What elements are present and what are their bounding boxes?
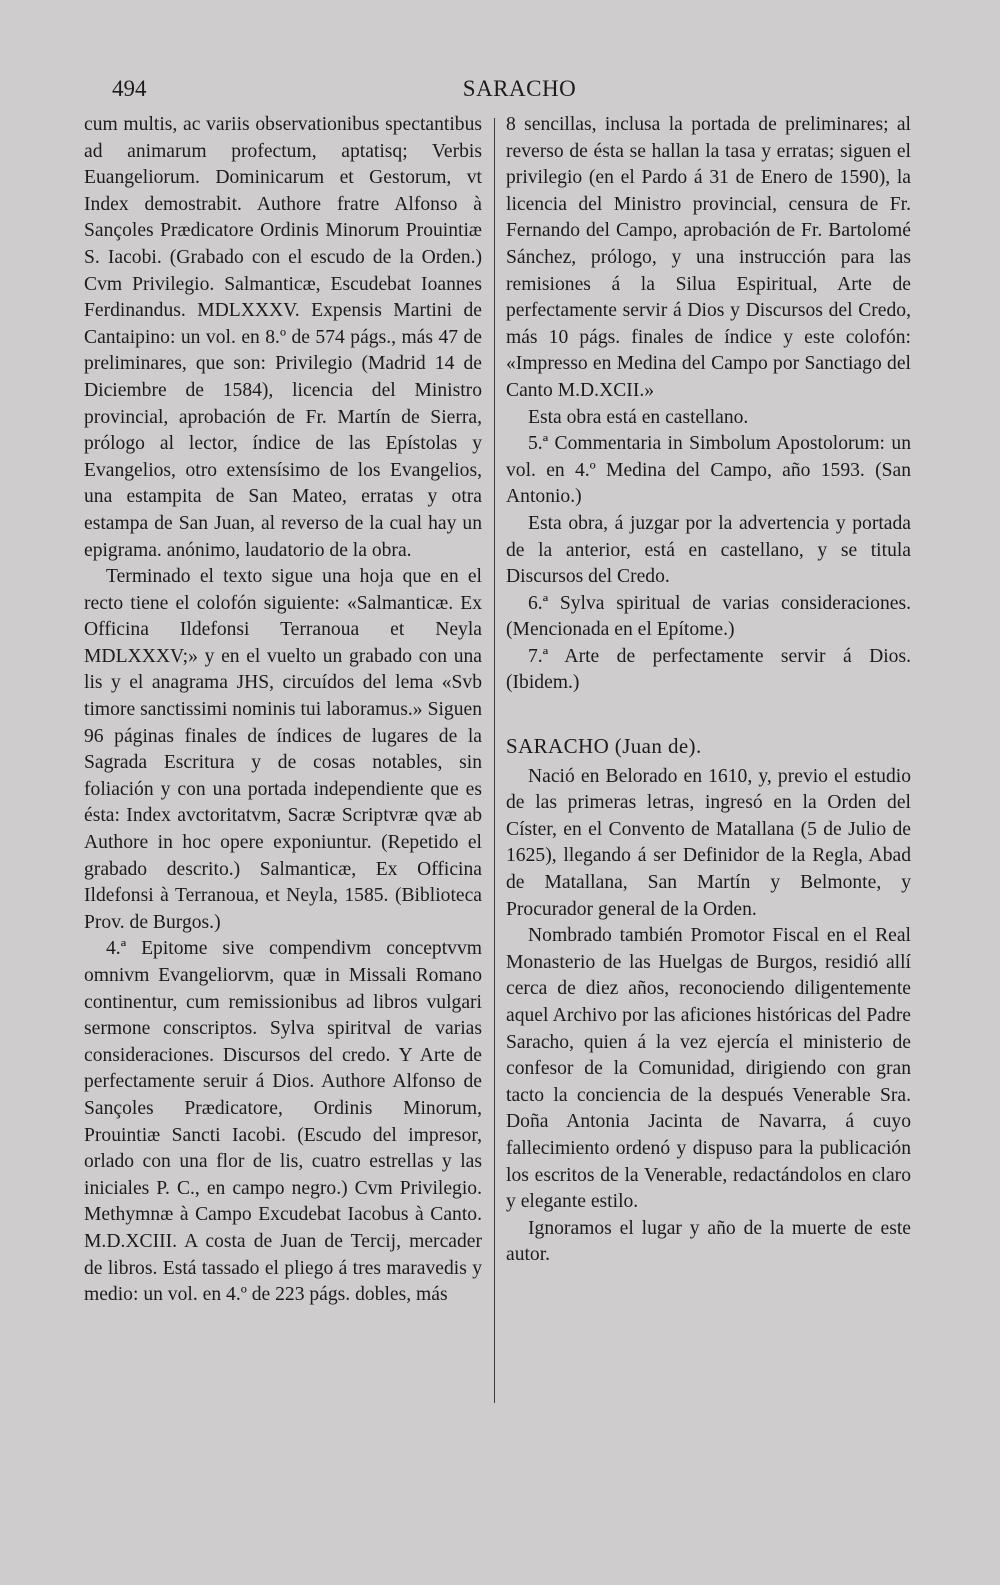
right-paragraph-4: Esta obra, á juzgar por la advertencia y portada de la anterior, está en castellano, y se titula Discursos del Credo. <box>506 512 911 588</box>
entry-title: SARACHO (Juan de). <box>506 734 702 759</box>
left-paragraph-2: Terminado el texto sigue una hoja que en el recto tiene el colofón siguiente: «Salmanticæ. Ex Officina Ildefonsi Terranoua et Neyla MDLXXXV;» y en el vuelto un grabado con una lis y el anagrama JHS, circuídos del lema «Svb timore sanctissimi nominis tui laboramus.» Siguen 96 páginas finales de índices de lugares de la Sagrada Escritura y de cosas notables, sin foliación y con una portada independiente que es ésta: Index avctoritatvm, Sacræ Scriptvræ qvæ ab Authore in hoc opere exponiuntur. (Repetido el grabado descrito.) Salmanticæ, Ex Officina Ildefonsi à Terranoua, et Neyla, 1585. (Biblioteca Prov. de Burgos.) <box>84 566 482 933</box>
right-paragraph-7: Nació en Belorado en 1610, y, previo el estudio de las primeras letras, ingresó en la Orden del Císter, en el Convento de Matallana (5 de Julio de 1625), llegando á ser Definidor de la Regla, Abad de Matallana, San Martín y Belmonte, y Procurador general de la Orden. <box>506 765 911 920</box>
right-paragraph-2: Esta obra está en castellano. <box>528 406 749 428</box>
right-paragraph-8: Nombrado también Promotor Fiscal en el Real Monasterio de las Huelgas de Burgos, residió allí cerca de diez años, reconociendo diligentemente aquel Archivo por las aficiones históricas del Padre Saracho, quien á la vez ejercía el ministerio de confesor de la Comunidad, dirigiendo con gran tacto la conciencia de la después Venerable Sra. Doña Antonia Jacinta de Navarra, á cuyo fallecimiento ordenó y dispuso para la publicación los escritos de la Venerable, redactándolos en claro y elegante estilo. <box>506 925 911 1213</box>
left-paragraph-1: cum multis, ac variis observationibus spectantibus ad animarum profectum, aptatisq; Verbis Euangeliorum. Dominicarum et Gestorum, vt Index demostrabit. Authore fratre Alfonso à Sançoles Prædicatore Ordinis Minorum Prouintiæ S. Iacobi. (Grabado con el escudo de la Orden.) Cvm Privilegio. Salmanticæ, Escudebat Ioannes Ferdinandus. MDLXXXV. Expensis Martini de Cantaipino: un vol. en 8.º de 574 págs., más 47 de preliminares, que son: Privilegio (Madrid 14 de Diciembre de 1584), licencia del Ministro provincial, aprobación de Fr. Martín de Sierra, prólogo al lector, índice de las Epístolas y Evangelios, otro extensísimo de los Evangelios, una estampita de San Mateo, erratas y otra estampa de San Juan, al reverso de la cual hay un epigrama. anónimo, laudatorio de la obra. <box>84 114 482 561</box>
running-head: SARACHO <box>462 76 577 101</box>
page-number: 494 <box>112 76 147 101</box>
right-column <box>506 112 911 1269</box>
left-paragraph-3: 4.ª Epitome sive compendivm conceptvvm omnivm Evangeliorvm, quæ in Missali Romano continentur, cum remissionibus ad libros vulgari sermone conscriptos. Sylva spiritval de varias consideraciones. Discursos del credo. Y Arte de perfectamente seruir á Dios. Authore Alfonso de Sançoles Prædicatore, Ordinis Minorum, Prouintiæ Sancti Iacobi. (Escudo del impresor, orlado con una flor de lis, cuatro estrellas y las iniciales P. C., en campo negro.) Cvm Privilegio. Methymnæ à Campo Excudebat Iacobus à Canto. M.D.XCIII. A costa de Juan de Tercij, mercader de libros. Está tassado el pliego á tres maravedis y medio: un vol. en 4.º de 223 págs. dobles, más <box>84 938 482 1306</box>
left-column <box>84 112 482 1309</box>
page-header <box>112 76 927 106</box>
right-paragraph-9: Ignoramos el lugar y año de la muerte de este autor. <box>506 1217 911 1266</box>
column-divider <box>494 118 495 1403</box>
right-paragraph-3: 5.ª Commentaria in Simbolum Apostolorum: un vol. en 4.º Medina del Campo, año 1593. (San Antonio.) <box>506 433 911 508</box>
right-paragraph-1: 8 sencillas, inclusa la portada de preliminares; al reverso de ésta se hallan la tasa y erratas; siguen el privilegio (en el Pardo á 31 de Enero de 1590), la licencia del Ministro provincial, censura de Fr. Fernando del Campo, aprobación de Fr. Bartolomé Sánchez, prólogo, y una instrucción para las remisiones á la Silua Espiritual, Arte de perfectamente servir á Dios y Discursos del Credo, más 10 págs. finales de índice y este colofón: «Impresso en Medina del Campo por Sanctiago del Canto M.D.XCII.» <box>506 114 911 401</box>
right-paragraph-5: 6.ª Sylva spiritual de varias consideraciones. (Mencionada en el Epítome.) <box>506 592 911 641</box>
right-paragraph-6: 7.ª Arte de perfectamente servir á Dios. (Ibidem.) <box>506 645 911 694</box>
